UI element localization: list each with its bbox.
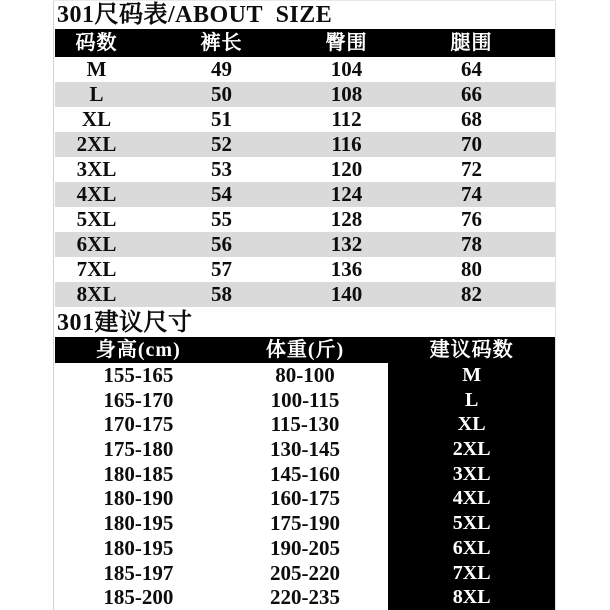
table-row xyxy=(55,232,555,257)
table-row xyxy=(55,107,555,132)
pants-length-cell: 49 xyxy=(211,57,232,81)
height-cell: 180-195 xyxy=(103,535,174,560)
weight-cell: 220-235 xyxy=(269,585,340,610)
leg-cell: 70 xyxy=(461,132,482,156)
size-cell: 4XL xyxy=(76,182,117,206)
leg-cell: 66 xyxy=(461,82,482,106)
suggestion-header-height: 身高(cm) xyxy=(95,339,181,361)
height-cell: 180-185 xyxy=(103,461,174,486)
leg-cell: 80 xyxy=(461,257,482,281)
size-table-title: 301尺码表/ABOUT SIZE xyxy=(57,2,333,28)
hip-cell: 132 xyxy=(330,232,363,256)
suggestion-header-size: 建议码数 xyxy=(429,339,514,361)
table-row xyxy=(55,412,555,437)
size-table-header-hip: 臀围 xyxy=(325,32,368,54)
height-cell: 180-190 xyxy=(103,486,174,511)
size-cell: L xyxy=(89,82,104,106)
hip-cell: 116 xyxy=(331,132,362,156)
weight-cell: 205-220 xyxy=(269,560,340,585)
hip-cell: 136 xyxy=(330,257,363,281)
height-cell: 165-170 xyxy=(103,387,174,412)
hip-cell: 112 xyxy=(331,107,362,131)
size-cell: 7XL xyxy=(76,257,117,281)
table-row xyxy=(55,561,555,586)
frame-line-right xyxy=(555,0,556,610)
table-row xyxy=(55,486,555,511)
size-cell: 8XL xyxy=(76,282,117,306)
height-cell: 175-180 xyxy=(103,437,174,462)
hip-cell: 140 xyxy=(330,282,363,306)
size-cell: XL xyxy=(81,107,112,131)
suggested-size-cell: L xyxy=(388,388,555,413)
size-table-header-size: 码数 xyxy=(75,32,118,54)
height-cell: 170-175 xyxy=(103,412,174,437)
pants-length-cell: 50 xyxy=(211,82,232,106)
hip-cell: 124 xyxy=(330,182,363,206)
hip-cell: 104 xyxy=(330,57,363,81)
suggestion-header-weight: 体重(斤) xyxy=(265,339,345,361)
weight-cell: 190-205 xyxy=(269,535,340,560)
pants-length-cell: 51 xyxy=(211,107,232,131)
pants-length-cell: 55 xyxy=(211,207,232,231)
table-row xyxy=(55,388,555,413)
hip-cell: 120 xyxy=(330,157,363,181)
table-row xyxy=(55,437,555,462)
weight-cell: 115-130 xyxy=(270,412,340,437)
leg-cell: 72 xyxy=(461,157,482,181)
size-table-header-leg: 腿围 xyxy=(450,32,493,54)
leg-cell: 78 xyxy=(461,232,482,256)
size-table-header xyxy=(55,29,555,57)
table-row xyxy=(55,462,555,487)
table-row xyxy=(55,182,555,207)
size-cell: M xyxy=(86,57,107,81)
leg-cell: 82 xyxy=(461,282,482,306)
suggested-size-cell: 8XL xyxy=(388,585,555,610)
suggested-size-cell: 2XL xyxy=(388,437,555,462)
table-row xyxy=(55,157,555,182)
weight-cell: 145-160 xyxy=(269,461,340,486)
weight-cell: 80-100 xyxy=(275,363,335,387)
suggested-size-cell: 7XL xyxy=(388,561,555,586)
pants-length-cell: 53 xyxy=(211,157,232,181)
pants-length-cell: 58 xyxy=(211,282,232,306)
table-row xyxy=(55,536,555,561)
table-row xyxy=(55,257,555,282)
pants-length-cell: 56 xyxy=(211,232,232,256)
pants-length-cell: 57 xyxy=(211,257,232,281)
hip-cell: 128 xyxy=(330,207,363,231)
suggested-size-cell: XL xyxy=(388,412,555,437)
size-table-header-pants-length: 裤长 xyxy=(200,32,243,54)
weight-cell: 100-115 xyxy=(270,387,340,412)
pants-length-cell: 52 xyxy=(211,132,232,156)
suggested-size-cell: 6XL xyxy=(388,536,555,561)
leg-cell: 68 xyxy=(461,107,482,131)
table-row xyxy=(55,132,555,157)
height-cell: 180-195 xyxy=(103,511,174,536)
height-cell: 185-200 xyxy=(103,585,174,610)
table-row xyxy=(55,511,555,536)
pants-length-cell: 54 xyxy=(211,182,232,206)
suggestion-table-header xyxy=(55,337,555,363)
size-cell: 3XL xyxy=(76,157,117,181)
leg-cell: 76 xyxy=(461,207,482,231)
height-cell: 155-165 xyxy=(103,363,174,387)
suggested-size-cell: M xyxy=(388,363,555,388)
weight-cell: 175-190 xyxy=(269,511,340,536)
size-cell: 2XL xyxy=(76,132,117,156)
suggestion-table-title: 301建议尺寸 xyxy=(57,310,193,336)
height-cell: 185-197 xyxy=(103,560,174,585)
size-chart-content xyxy=(55,0,555,610)
table-row xyxy=(55,57,555,82)
table-row xyxy=(55,363,555,388)
table-row xyxy=(55,585,555,610)
hip-cell: 108 xyxy=(330,82,363,106)
leg-cell: 64 xyxy=(461,57,482,81)
weight-cell: 160-175 xyxy=(269,486,340,511)
suggested-size-cell: 4XL xyxy=(388,486,555,511)
suggested-size-cell: 3XL xyxy=(388,462,555,487)
leg-cell: 74 xyxy=(461,182,482,206)
suggested-size-cell: 5XL xyxy=(388,511,555,536)
table-row xyxy=(55,207,555,232)
size-cell: 5XL xyxy=(76,207,117,231)
table-row xyxy=(55,82,555,107)
weight-cell: 130-145 xyxy=(269,437,340,462)
table-row xyxy=(55,282,555,307)
size-cell: 6XL xyxy=(76,232,117,256)
